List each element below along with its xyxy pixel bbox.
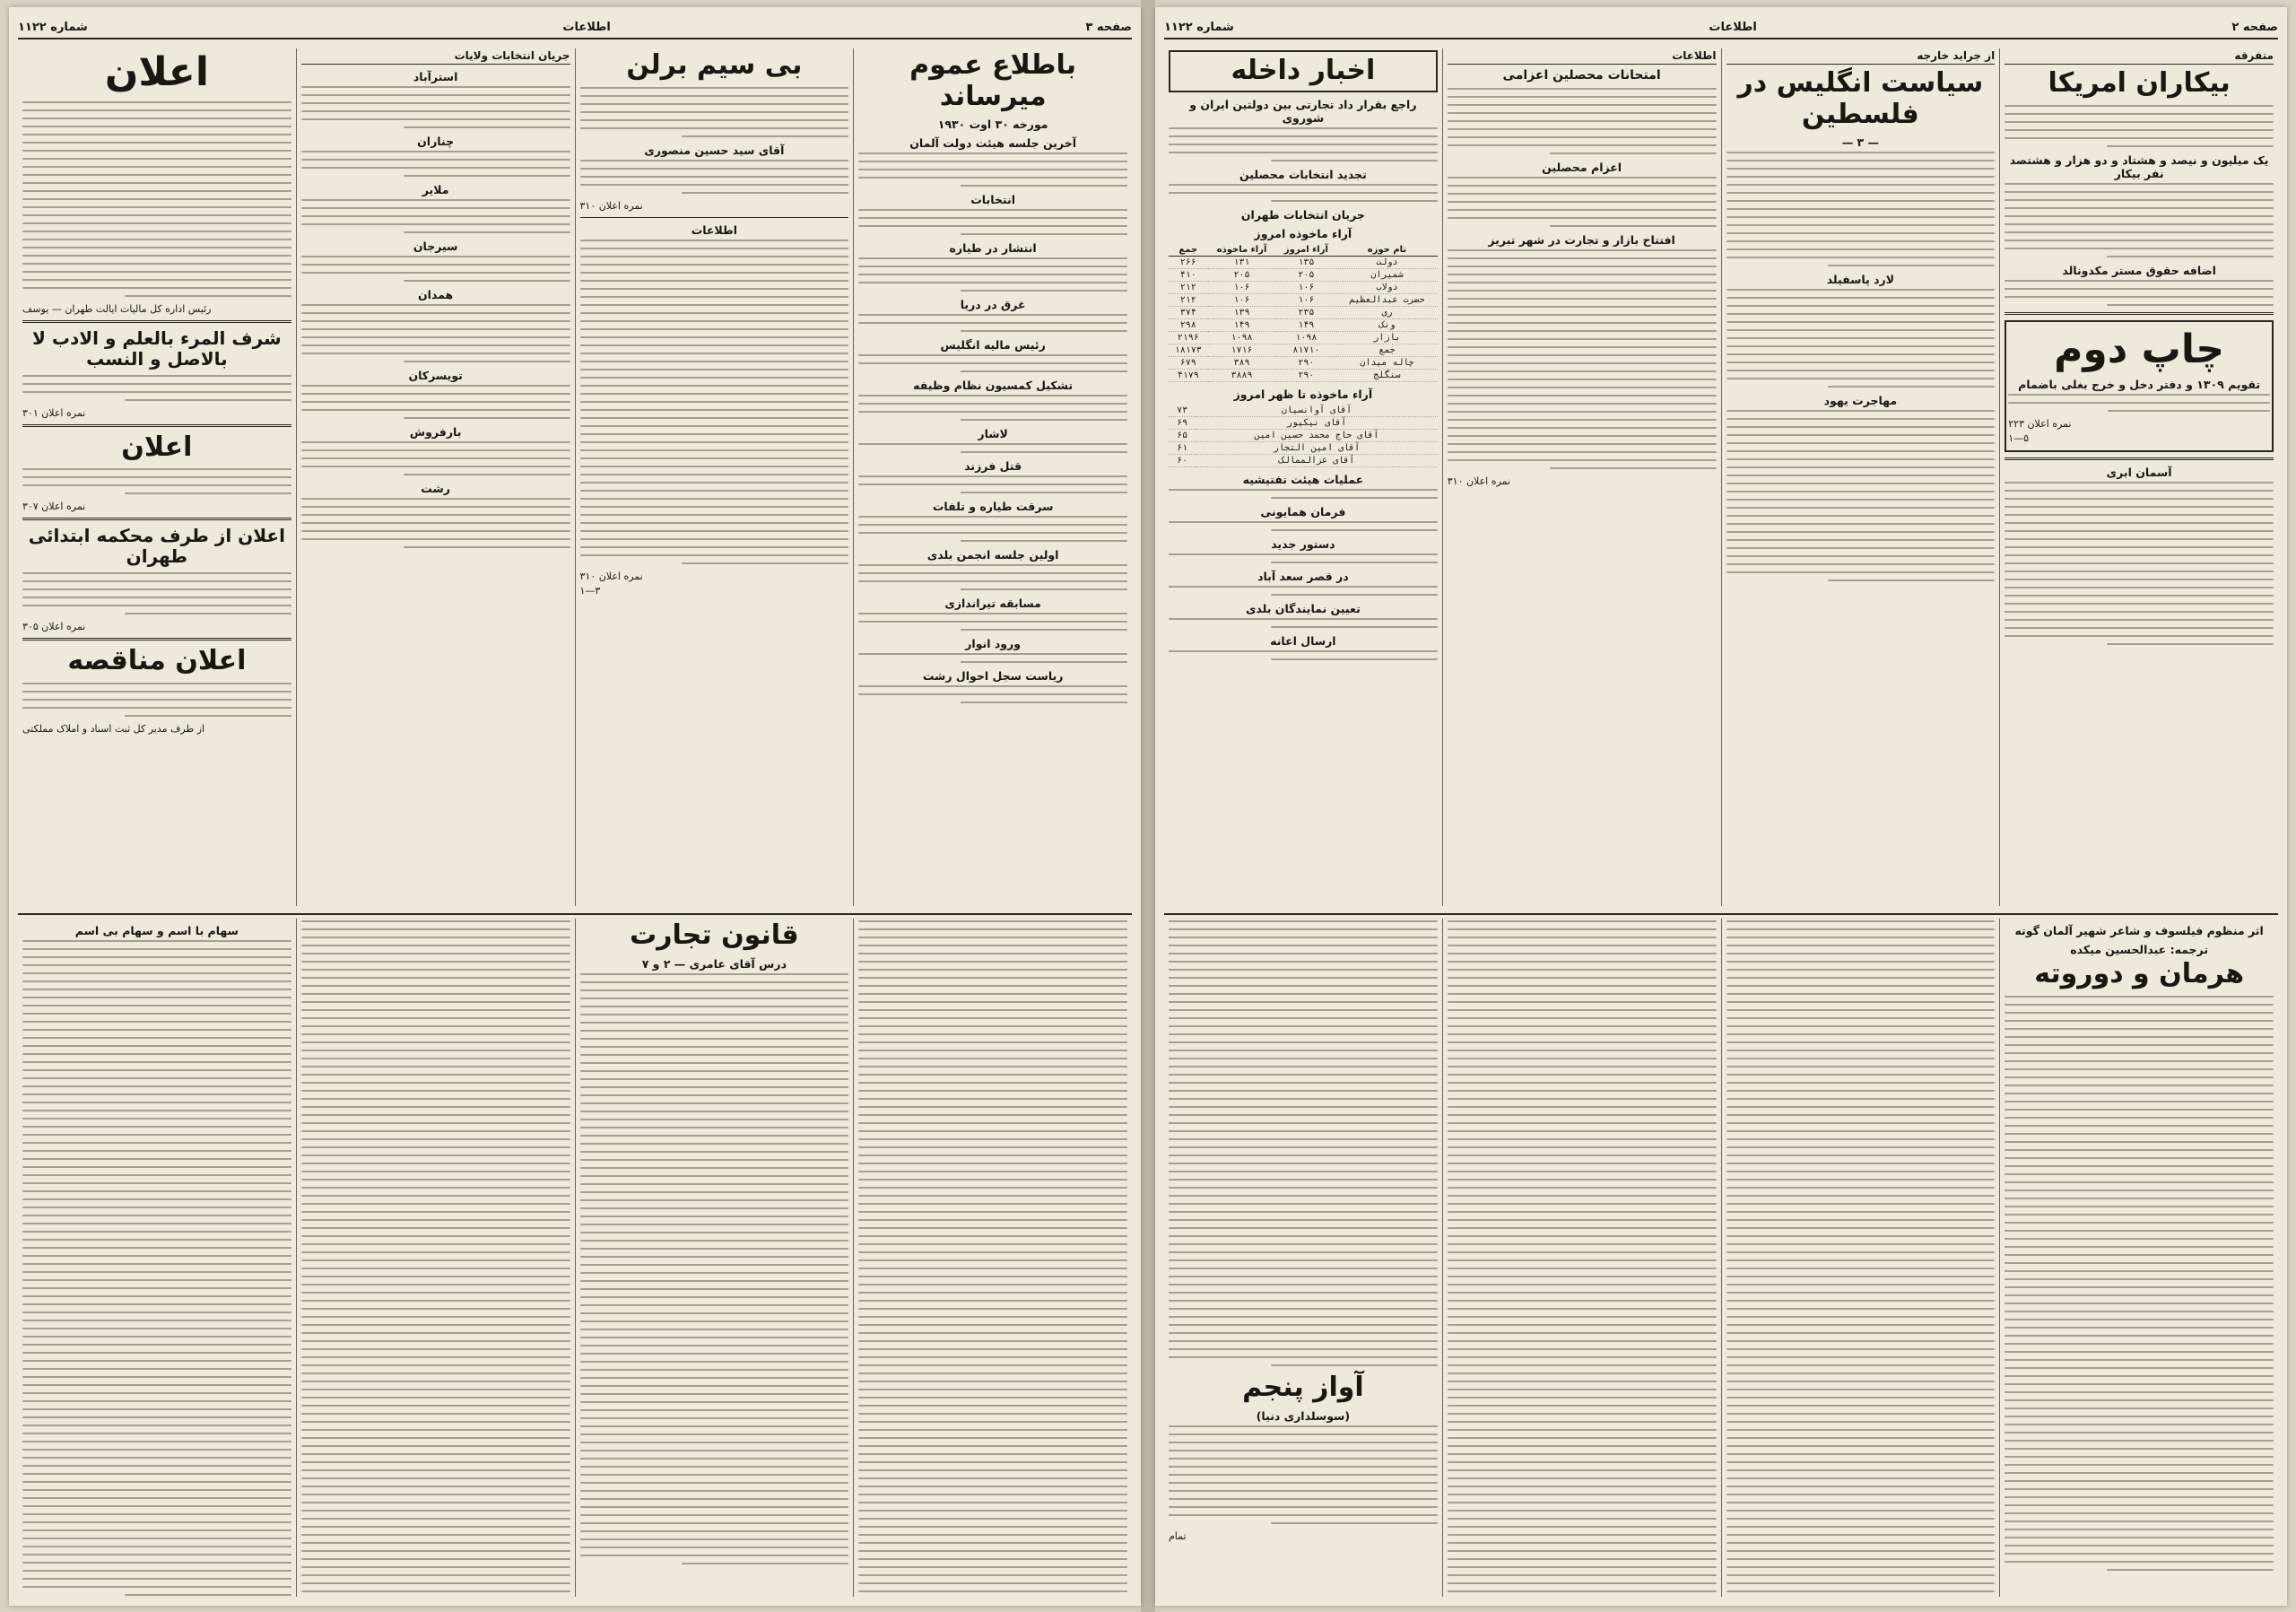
left-col3-sub2: چناران: [417, 135, 455, 148]
text-block: [858, 257, 1127, 292]
text-block: [1726, 410, 1996, 581]
left-masthead: [18, 18, 1132, 39]
left-page: [9, 7, 1141, 1606]
table-cell: ۱۳۹: [1208, 306, 1276, 318]
table-cell: ۶۵: [1169, 429, 1196, 441]
left-col1-headline: باطلاع عموم میرساند: [909, 49, 1077, 112]
text-block: [1726, 920, 1996, 1597]
text-block: [858, 152, 1127, 187]
right-col2-ad-no: نمره اعلان ۳۱۰: [1447, 475, 1510, 488]
left-col2-sub1: آقای سید حسین منصوری: [644, 143, 785, 157]
left-col4-sig1: رئیس اداره کل مالیات ایالت طهران — یوسف: [22, 302, 212, 315]
table-row: [1169, 356, 1438, 369]
table-cell: ۱۰۹۸: [1208, 331, 1276, 344]
text-block: [1448, 249, 1717, 469]
text-block: [1726, 152, 1996, 266]
right-bottom-col-1: [1999, 919, 2278, 1597]
table-row: [1169, 429, 1438, 441]
page-gutter: [1141, 0, 1155, 1612]
left-col4-headline: اعلان: [104, 49, 209, 95]
table-cell: ۱۴۹: [1208, 318, 1276, 331]
right-bottom-sub3: ترجمه: عبدالحسین میکده: [2070, 943, 2209, 956]
table-cell: آقای عزالممالک: [1196, 454, 1437, 466]
right-bottom-col-2: [1721, 919, 2000, 1597]
table-cell: ۱۰۶: [1276, 281, 1337, 293]
text-block: [858, 564, 1127, 590]
candidate-votes-table: [1169, 405, 1438, 467]
text-block: [301, 151, 570, 177]
right-bottom-band: [1164, 913, 2278, 1597]
right-masthead-paper-name: اطلاعات: [1709, 20, 1757, 34]
right-col3-end: تمام: [1169, 1529, 1187, 1542]
left-col1-sub9: سرقت طیاره و تلفات: [932, 500, 1054, 513]
table-row: [1169, 306, 1438, 318]
left-bottom-columns: [18, 919, 1132, 1597]
table-cell: ۳۸۹: [1208, 356, 1276, 369]
right-bottom-headline2: هرمان و دوروته: [2034, 958, 2245, 989]
text-block: [1169, 127, 1438, 161]
text-block: [22, 375, 291, 401]
left-col1-date: مورخه ۳۰ اوت ۱۹۳۰: [937, 118, 1048, 131]
table-row: [1169, 369, 1438, 381]
table-cell: ۱۰۶: [1208, 293, 1276, 306]
right-col4-ad-count: ۵—۱: [2008, 432, 2030, 445]
text-block: [301, 304, 570, 362]
right-bottom-headline1: آواز پنجم: [1242, 1372, 1364, 1403]
table-row: [1169, 405, 1438, 417]
text-block: [2005, 482, 2274, 645]
left-col1-sub12: ورود انوار: [965, 637, 1022, 650]
right-masthead: [1164, 18, 2278, 39]
text-block: [1169, 618, 1438, 628]
left-col1-sub13: ریاست سجل احوال رشت: [922, 669, 1064, 683]
left-col4-headline2: شرف المرء بالعلم و الادب لا بالاصل و النسب: [32, 327, 282, 370]
right-masthead-page: صفحه ۲: [2231, 20, 2278, 34]
text-block: [580, 160, 849, 194]
left-col3-sub1: استرآباد: [413, 70, 458, 83]
right-col1-sub9: ارسال اعانه: [1270, 633, 1336, 648]
right-col1-sub5: فرمان همایونی: [1260, 504, 1346, 518]
left-col3-sub5: همدان: [418, 288, 454, 301]
table-row: [1169, 344, 1438, 356]
table-cell: ۲۹۰: [1276, 369, 1337, 381]
text-block: [301, 498, 570, 548]
right-col-3: [1721, 48, 2000, 906]
right-masthead-issue: شماره ۱۱۲۲: [1164, 20, 1234, 34]
text-block: [580, 240, 849, 564]
left-col-4: [18, 48, 296, 906]
text-block: [1169, 1425, 1438, 1524]
right-col3-headline: سیاست انگلیس در فلسطین: [1737, 67, 1984, 130]
right-col2-sub2: افتتاح بازار و تجارت در شهر تبریز: [1488, 233, 1675, 248]
right-col3-sub1: — ۳ —: [1841, 135, 1880, 149]
text-block: [22, 572, 291, 614]
left-col1-sub2: انتخابات: [970, 193, 1015, 206]
right-col1-sub1: راجع بقرار داد تجارتی بین دولتین ایران و شوروی: [1189, 97, 1417, 125]
table-cell: آقای حاج محمد حسین امین: [1196, 429, 1437, 441]
right-col1-table2-title: آراء ماخوذه تا ظهر امروز: [1233, 387, 1373, 401]
right-col4-sub1: یک میلیون و نیصد و هشتاد و دو هزار و هشتصد نفر بیکار: [2009, 152, 2269, 180]
right-col-1: [1164, 48, 1442, 906]
table-cell: جمع: [1336, 344, 1438, 356]
right-col1-sub6: دستور جدید: [1271, 536, 1335, 551]
table-cell: ۱۳۱: [1208, 256, 1276, 268]
text-block: [858, 475, 1127, 493]
left-bottom-col-2: [575, 919, 854, 1597]
left-col1-sub6: تشکیل کمسیون نظام وظیفه: [913, 379, 1074, 392]
right-col2-section: اطلاعات: [1448, 48, 1717, 65]
text-block: [22, 468, 291, 494]
text-block: [2005, 183, 2274, 257]
table-row: [1169, 454, 1438, 466]
text-block: [301, 385, 570, 419]
left-bottom-col-3: [296, 919, 575, 1597]
table-cell: ۶۹: [1169, 416, 1196, 429]
left-col2-ad-no: نمره اعلان ۳۱۰: [579, 199, 643, 212]
text-block: [858, 354, 1127, 372]
table-cell: بازار: [1336, 331, 1438, 344]
text-block: [22, 940, 291, 1596]
text-block: [2005, 996, 2274, 1571]
table-cell: ۲۳۵: [1276, 306, 1337, 318]
right-col1-sub2: تجدید انتخابات محصلین: [1239, 167, 1367, 181]
text-block: [22, 683, 291, 717]
table-header-cell: آراء ماخوذه: [1208, 244, 1276, 257]
left-col1-sub5: رئیس مالیه انگلیس: [940, 338, 1046, 352]
left-col1-sub1: آخرین جلسه هیئت دولت آلمان: [909, 136, 1077, 150]
table-header-cell: نام حوزه: [1336, 244, 1438, 257]
table-cell: ۱۰۶: [1276, 293, 1337, 306]
left-col1-sub8: قتل فرزند: [964, 459, 1022, 473]
text-block: [1169, 586, 1438, 596]
text-block: [858, 613, 1127, 631]
table-header-cell: جمع: [1169, 244, 1208, 257]
table-cell: ۶۰: [1169, 454, 1196, 466]
table-header-cell: آراء امروز: [1276, 244, 1337, 257]
text-block: [1448, 920, 1717, 1597]
table-cell: ۲۱۲: [1169, 281, 1208, 293]
text-block: [301, 199, 570, 233]
left-col3-sub3: ملایر: [422, 183, 449, 196]
right-col4-headline2: چاپ دوم: [2054, 326, 2225, 372]
left-bottom-sub2: سهام با اسم و سهام بی اسم: [74, 924, 239, 937]
text-block: [1169, 553, 1438, 563]
table-cell: سنگلج: [1336, 369, 1438, 381]
text-block: [2005, 105, 2274, 147]
text-block: [858, 516, 1127, 542]
table-cell: ۳۸۸۹: [1208, 369, 1276, 381]
left-col4-headline5: اعلان مناقصه: [67, 645, 247, 677]
right-columns: [1164, 48, 2278, 906]
right-col1-sub3: جریان انتخابات طهران: [1240, 207, 1365, 222]
left-columns: [18, 48, 1132, 906]
text-block: [22, 101, 291, 297]
table-cell: ری: [1336, 306, 1438, 318]
right-col3-sub3: مهاجرت یهود: [1823, 394, 1898, 407]
text-block: [1726, 289, 1996, 388]
table-cell: ونک: [1336, 318, 1438, 331]
left-col-2: [575, 48, 854, 906]
right-col1-table-title: آراء ماخوذه امروز: [1254, 226, 1352, 240]
left-bottom-headline: قانون تجارت: [630, 919, 799, 951]
table-cell: ۲۶۶: [1169, 256, 1208, 268]
left-col3-sub4: سیرجان: [413, 240, 458, 253]
table-cell: چاله میدان: [1336, 356, 1438, 369]
left-bottom-band: [18, 913, 1132, 1597]
text-block: [301, 86, 570, 128]
table-cell: ۴۱۰: [1169, 268, 1208, 281]
table-cell: ۲۹۰: [1276, 356, 1337, 369]
table-cell: ۳۷۴: [1169, 306, 1208, 318]
table-cell: ۱۳۵: [1276, 256, 1337, 268]
table-row: [1169, 256, 1438, 268]
right-col4-sub2: اضافه حقوق مستر مکدونالد: [2062, 263, 2216, 277]
right-col4-ad-no: نمره اعلان ۲۲۳: [2008, 418, 2072, 431]
left-col3-sub6: تویسرکان: [408, 369, 463, 382]
right-col4-sub4: آسمان ابری: [2106, 466, 2172, 480]
left-col3-section: جریان انتخابات ولایات: [301, 48, 570, 65]
text-block: [858, 209, 1127, 235]
table-row: [1169, 331, 1438, 344]
text-block: [858, 395, 1127, 421]
text-block: [1169, 920, 1438, 1366]
table-row: [1169, 318, 1438, 331]
text-block: [580, 87, 849, 137]
right-col4-sub3: تقویم ۱۳۰۹ و دفتر دخل و خرج بغلی باضمام: [2018, 378, 2261, 392]
right-col3-sub2: لارد پاسفیلد: [1826, 273, 1895, 286]
right-bottom-columns: [1164, 919, 2278, 1597]
left-bottom-col-1: [853, 919, 1132, 1597]
table-cell: ۸۱۷۱۰: [1276, 344, 1337, 356]
right-col-4: [1999, 48, 2278, 906]
text-block: [301, 256, 570, 282]
left-masthead-page: صفحه ۳: [1085, 20, 1132, 34]
table-cell: دولت: [1336, 256, 1438, 268]
right-bottom-col-3: [1442, 919, 1721, 1597]
table-cell: آقای امین التجار: [1196, 441, 1437, 454]
text-block: [858, 685, 1127, 703]
left-col4-ad-no3: نمره اعلان ۳۰۵: [22, 621, 86, 633]
text-block: [858, 314, 1127, 332]
text-block: [301, 441, 570, 475]
right-col4-headline: بیکاران امریکا: [2048, 67, 2231, 99]
right-col-2: [1442, 48, 1721, 906]
left-masthead-paper-name: اطلاعات: [562, 20, 611, 34]
left-col2-sub2: اطلاعات: [691, 222, 738, 237]
table-cell: ۲۰۵: [1208, 268, 1276, 281]
table-cell: ۶۱: [1169, 441, 1196, 454]
text-block: [858, 443, 1127, 453]
left-col1-ad-count: ۳—۱: [579, 584, 601, 597]
table-cell: ۴۱۷۹: [1169, 369, 1208, 381]
table-cell: ۲۰۵: [1276, 268, 1337, 281]
text-block: [1169, 489, 1438, 499]
left-col3-sub7: بارفروش: [409, 425, 462, 439]
table-cell: آقای نیکپور: [1196, 416, 1437, 429]
left-col4-headline3: اعلان: [121, 431, 193, 463]
left-col3-sub8: رشت: [421, 482, 450, 495]
right-page: [1155, 7, 2287, 1606]
table-cell: حضرت عبدالعظیم: [1336, 293, 1438, 306]
right-col2-sub1: اعزام محصلین: [1542, 161, 1622, 175]
table-cell: ۱۰۹۸: [1276, 331, 1337, 344]
text-block: [2008, 394, 2270, 412]
table-cell: ۱۸۱۷۳: [1169, 344, 1208, 356]
left-col1-sub4: غرق در دریا: [960, 298, 1026, 311]
left-col-3: [296, 48, 575, 906]
text-block: [858, 920, 1127, 1597]
table-cell: ۷۳: [1169, 405, 1196, 417]
table-cell: شمیران: [1336, 268, 1438, 281]
left-col4-ad-no2: نمره اعلان ۳۰۷: [22, 501, 86, 513]
right-col1-sub4: عملیات هیئت تفتیشیه: [1242, 472, 1364, 486]
left-col4-ad-no1: نمره اعلان ۳۰۱: [22, 406, 86, 419]
right-col4-ad-box: [2005, 320, 2274, 453]
text-block: [2005, 280, 2274, 306]
text-block: [1448, 88, 1717, 154]
election-results-table: [1169, 244, 1438, 382]
text-block: [1448, 177, 1717, 227]
table-row: [1169, 281, 1438, 293]
table-cell: ۱۰۶: [1208, 281, 1276, 293]
right-col1-headline: اخبار داخله: [1169, 50, 1438, 92]
left-col1-sub11: مسابقه تیراندازی: [944, 597, 1041, 610]
text-block: [580, 973, 849, 1564]
table-row: [1169, 268, 1438, 281]
left-bottom-col-4: [18, 919, 296, 1597]
table-cell: دولاب: [1336, 281, 1438, 293]
table-cell: ۱۷۱۶: [1208, 344, 1276, 356]
left-col1-ad-no: نمره اعلان ۳۱۰: [579, 570, 643, 582]
left-col1-sub3: انتشار در طیاره: [949, 241, 1037, 255]
right-bottom-sub2: اثر منظوم فیلسوف و شاعر شهیر آلمان گوته: [2014, 924, 2264, 937]
left-bottom-sub1: درس آقای عامری — ۲ و ۷: [641, 956, 787, 971]
left-col4-sig2: از طرف مدیر کل ثبت اسناد و املاک مملکتی: [22, 722, 205, 735]
right-bottom-sub1: (سوسلداری دنیا): [1256, 1408, 1351, 1423]
left-col2-headline: بی سیم برلن: [626, 49, 803, 81]
right-bottom-col-4: [1164, 919, 1442, 1597]
right-col4-section: متفرقه: [2005, 48, 2274, 65]
table-cell: ۶۷۹: [1169, 356, 1208, 369]
left-masthead-issue: شماره ۱۱۲۲: [18, 20, 88, 34]
text-block: [301, 920, 570, 1597]
text-block: [858, 653, 1127, 663]
right-col1-sub7: در قصر سعد آباد: [1257, 569, 1349, 583]
text-block: [1169, 650, 1438, 660]
left-col4-headline4: اعلان از طرف محکمه ابتدائی طهران: [28, 525, 285, 568]
table-cell: ۲۱۲: [1169, 293, 1208, 306]
right-col1-sub8: تعیین نمایندگان بلدی: [1245, 601, 1361, 615]
text-block: [1169, 184, 1438, 202]
table-row: [1169, 416, 1438, 429]
table-cell: ۲۱۹۶: [1169, 331, 1208, 344]
left-col-1: [853, 48, 1132, 906]
left-col1-sub7: لاشار: [978, 427, 1008, 440]
table-cell: آقای آوانسیان: [1196, 405, 1437, 417]
table-row: [1169, 293, 1438, 306]
right-col2-headline: امتحانات محصلین اعزامی: [1502, 68, 1661, 83]
table-cell: ۲۹۸: [1169, 318, 1208, 331]
table-cell: ۱۴۹: [1276, 318, 1337, 331]
left-col1-sub10: اولین جلسه انجمن بلدی: [926, 548, 1059, 562]
table-row: [1169, 441, 1438, 454]
right-col3-section: از جراید خارجه: [1726, 48, 1996, 65]
text-block: [1169, 521, 1438, 531]
